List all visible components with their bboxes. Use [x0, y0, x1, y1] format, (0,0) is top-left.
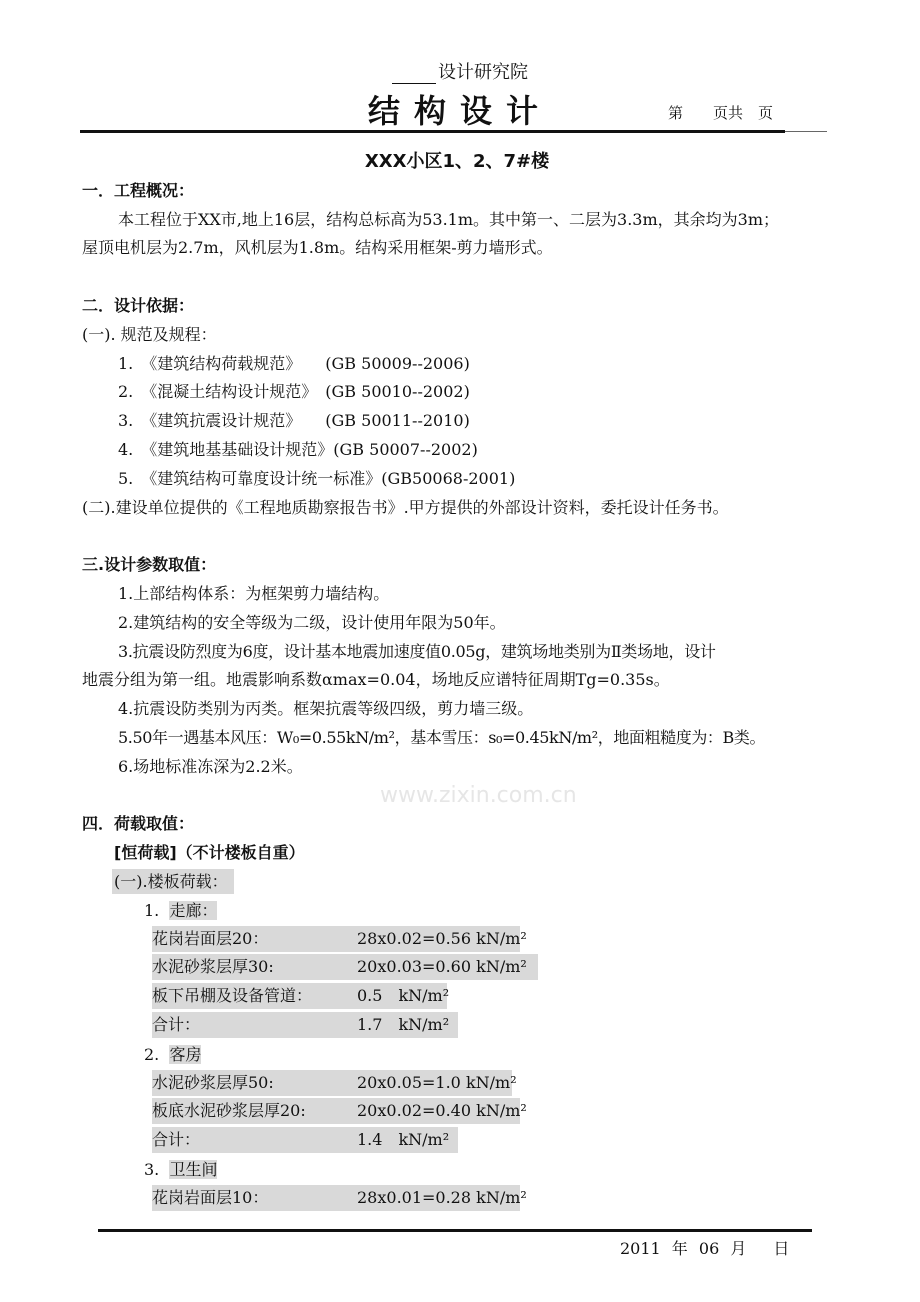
group-name: 走廊：: [169, 900, 218, 920]
paragraph: 本工程位于XX市,地上16层，结构总标高为53.1m。其中第一、二层为3.3m，其余均为3m；: [118, 209, 779, 229]
header-rule-thin: [785, 131, 827, 132]
table-row: [82, 1070, 832, 1099]
group-name: 卫生间: [169, 1159, 218, 1179]
group-number: 1.: [144, 900, 160, 920]
group-number: 2.: [144, 1044, 160, 1064]
section-heading: 四．荷载取值：: [82, 814, 195, 834]
row-value: 20x0.02=0.40 kN/m²: [357, 1098, 520, 1124]
row-label: 花岗岩面层20：: [152, 926, 357, 952]
table-row: [82, 1185, 832, 1214]
section-heading: 一．工程概况：: [82, 180, 195, 200]
list-item: 地震分组为第一组。地震影响系数αmax=0.04，场地反应谱特征周期Tg=0.35s。: [82, 670, 670, 690]
row-label: 合计：: [152, 1012, 357, 1038]
header-rule: [80, 130, 785, 133]
row-value: 28x0.02=0.56 kN/m²: [357, 926, 520, 952]
row-label: 板底水泥砂浆层厚20:: [152, 1098, 357, 1124]
row-label: 合计：: [152, 1127, 357, 1153]
subheading: [恒荷载]（不计楼板自重）: [114, 843, 305, 863]
list-item: 1.上部结构体系：为框架剪力墙结构。: [118, 583, 390, 603]
list-item: 5. 《建筑结构可靠度设计统一标准》(GB50068-2001): [118, 468, 516, 488]
blank-underline: [392, 66, 436, 84]
header-title: 结构设计: [367, 92, 552, 130]
list-item: 6.场地标准冻深为2.2米。: [118, 756, 303, 776]
document-title: XXX小区1、2、7#楼: [364, 151, 550, 172]
row-label: 花岗岩面层10：: [152, 1185, 357, 1211]
footer-rule: [98, 1229, 812, 1232]
table-row: [82, 1127, 832, 1156]
group-name: 客房: [169, 1044, 202, 1064]
row-value: 1.4 kN/m²: [357, 1127, 458, 1153]
subheading: (一).楼板荷载：: [112, 869, 234, 894]
table-row: [82, 1098, 832, 1127]
institute-name: [0, 58, 920, 84]
row-value: 20x0.05=1.0 kN/m²: [357, 1070, 512, 1096]
table-row: [82, 1012, 832, 1041]
table-row: [82, 983, 832, 1012]
row-value: 0.5 kN/m²: [357, 983, 447, 1009]
list-item: 1. 《建筑结构荷载规范》 (GB 50009--2006): [118, 353, 470, 373]
watermark: www.zixin.com.cn: [380, 783, 577, 808]
group-number: 3.: [144, 1159, 160, 1179]
institute-label: 设计研究院: [438, 62, 528, 83]
section-heading: 三.设计参数取值：: [82, 555, 217, 575]
list-item: 4.抗震设防类别为丙类。框架抗震等级四级，剪力墙三级。: [118, 699, 534, 719]
table-row: [82, 926, 832, 955]
subheading: (二).建设单位提供的《工程地质勘察报告书》.甲方提供的外部设计资料，委托设计任务书。: [82, 497, 729, 517]
subheading: (一). 规范及规程：: [82, 324, 217, 344]
list-item: 5.50年一遇基本风压：W₀=0.55kN/m²，基本雪压：s₀=0.45kN/m²，地面粗糙度为：B类。: [118, 727, 766, 747]
document-body: [82, 148, 832, 1213]
row-value: 20x0.03=0.60 kN/m²: [357, 954, 538, 980]
table-row: [82, 954, 832, 983]
section-heading: 二．设计依据：: [82, 295, 195, 315]
page-number: 第 页共 页: [668, 104, 774, 122]
paragraph: 屋顶电机层为2.7m，风机层为1.8m。结构采用框架-剪力墙形式。: [82, 238, 553, 258]
list-item: 2.建筑结构的安全等级为二级，设计使用年限为50年。: [118, 612, 506, 632]
list-item: 3.抗震设防烈度为6度，设计基本地震加速度值0.05g，建筑场地类别为Ⅱ类场地，设计: [118, 641, 716, 661]
list-item: 4. 《建筑地基基础设计规范》(GB 50007--2002): [118, 439, 478, 459]
row-label: 水泥砂浆层厚30:: [152, 954, 357, 980]
list-item: 2. 《混凝土结构设计规范》 (GB 50010--2002): [118, 382, 470, 402]
footer-date: 2011 年 06 月 日: [620, 1239, 790, 1258]
row-value: 1.7 kN/m²: [357, 1012, 458, 1038]
row-label: 水泥砂浆层厚50:: [152, 1070, 357, 1096]
row-label: 板下吊棚及设备管道：: [152, 983, 357, 1009]
row-value: 28x0.01=0.28 kN/m²: [357, 1185, 520, 1211]
list-item: 3. 《建筑抗震设计规范》 (GB 50011--2010): [118, 411, 470, 431]
